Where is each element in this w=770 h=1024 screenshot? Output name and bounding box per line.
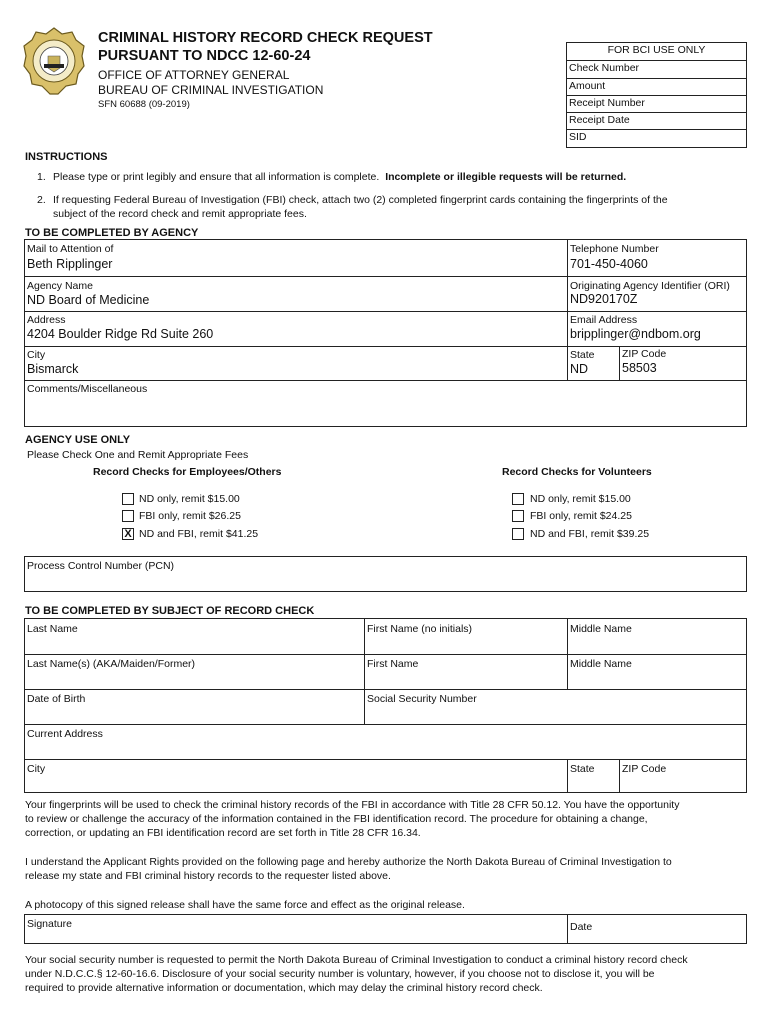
ssn-field[interactable]: Social Security Number bbox=[367, 693, 477, 705]
fingerprint-statement-line2: to review or challenge the accuracy of the information contained in the FBI identification record. The procedure for obtaining a change, bbox=[25, 813, 648, 825]
last-name-field[interactable]: Last Name bbox=[27, 623, 78, 635]
subject-city-field[interactable]: City bbox=[27, 763, 46, 775]
employee-fbi-only-checkbox[interactable] bbox=[122, 510, 134, 522]
subject-state-field[interactable]: State bbox=[570, 763, 595, 775]
employee-nd-fbi-label: ND and FBI, remit $41.25 bbox=[139, 528, 259, 540]
bci-receipt-date[interactable]: Receipt Date bbox=[569, 114, 630, 126]
photocopy-statement: A photocopy of this signed release shall have the same force and effect as the original release. bbox=[25, 899, 465, 911]
form-title-line1: CRIMINAL HISTORY RECORD CHECK REQUEST bbox=[98, 30, 433, 46]
bci-use-only-box bbox=[566, 42, 747, 148]
email-field[interactable]: bripplinger@ndbom.org bbox=[570, 327, 701, 341]
city-field[interactable]: Bismarck bbox=[27, 362, 79, 376]
address-field[interactable]: 4204 Boulder Ridge Rd Suite 260 bbox=[27, 327, 214, 341]
agency-name-label: Agency Name bbox=[27, 280, 93, 292]
instruction-1-text bbox=[53, 171, 626, 183]
agency-table bbox=[24, 239, 747, 427]
signature-field[interactable]: Signature bbox=[27, 918, 72, 930]
instruction-1-plain: Please type or print legibly and ensure that all information is complete. bbox=[53, 171, 380, 183]
agency-section-heading: TO BE COMPLETED BY AGENCY bbox=[25, 227, 199, 239]
volunteer-fbi-only-label: FBI only, remit $24.25 bbox=[530, 510, 632, 522]
pcn-label: Process Control Number (PCN) bbox=[27, 560, 175, 572]
bci-check-number[interactable]: Check Number bbox=[569, 62, 640, 74]
city-label: City bbox=[27, 349, 46, 361]
fingerprint-statement bbox=[25, 798, 679, 840]
subject-zip-field[interactable]: ZIP Code bbox=[622, 763, 667, 775]
ssn-disclosure-line3: required to provide alternative information or documentation, which may delay the criminal history record check. bbox=[25, 982, 543, 994]
bci-sid[interactable]: SID bbox=[569, 131, 587, 143]
pcn-field[interactable] bbox=[24, 556, 747, 592]
middle-name-field[interactable]: Middle Name bbox=[570, 623, 632, 635]
subject-section-heading: TO BE COMPLETED BY SUBJECT OF RECORD CHECK bbox=[25, 605, 315, 617]
date-of-birth-field[interactable]: Date of Birth bbox=[27, 693, 86, 705]
office-name: OFFICE OF ATTORNEY GENERAL bbox=[98, 68, 290, 82]
instruction-1-bold: Incomplete or illegible requests will be returned. bbox=[385, 171, 627, 183]
address-label: Address bbox=[27, 314, 66, 326]
instruction-1-number: 1. bbox=[37, 171, 46, 183]
instruction-2-line2: subject of the record check and remit appropriate fees. bbox=[53, 208, 307, 220]
instruction-2-number: 2. bbox=[37, 194, 46, 206]
authorization-statement-line2: release my state and FBI criminal history records to the requester listed above. bbox=[25, 870, 391, 882]
employee-nd-fbi-checkbox[interactable]: X bbox=[122, 528, 134, 540]
instructions-heading: INSTRUCTIONS bbox=[25, 151, 108, 163]
employee-nd-only-label: ND only, remit $15.00 bbox=[139, 493, 240, 505]
ssn-disclosure-statement bbox=[25, 953, 688, 995]
mail-attention-label: Mail to Attention of bbox=[27, 243, 114, 255]
bureau-name: BUREAU OF CRIMINAL INVESTIGATION bbox=[98, 83, 324, 97]
first-name-field[interactable]: First Name (no initials) bbox=[367, 623, 473, 635]
instruction-2-line1: If requesting Federal Bureau of Investigation (FBI) check, attach two (2) completed fingerprint cards containing the fingerprints of the bbox=[53, 194, 668, 206]
fingerprint-statement-line1: Your fingerprints will be used to check the criminal history records of the FBI in accordance with Title 28 CFR 50.12. You have the opportunity bbox=[25, 799, 680, 811]
volunteer-nd-only-checkbox[interactable] bbox=[512, 493, 524, 505]
employee-fbi-only-label: FBI only, remit $26.25 bbox=[139, 510, 241, 522]
ssn-disclosure-line1: Your social security number is requested to permit the North Dakota Bureau of Criminal Investigation to conduct a criminal history record check bbox=[25, 954, 688, 966]
fingerprint-statement-line3: correction, or updating an FBI identification record are set forth in Title 28 CFR 16.34. bbox=[25, 827, 421, 839]
bci-amount[interactable]: Amount bbox=[569, 80, 606, 92]
ori-label: Originating Agency Identifier (ORI) bbox=[570, 280, 730, 292]
ssn-disclosure-line2: under N.D.C.C.§ 12-60-16.6. Disclosure of your social security number is voluntary, however, if you choose not to disclose it, you will be bbox=[25, 968, 655, 980]
volunteers-heading: Record Checks for Volunteers bbox=[502, 466, 652, 478]
bci-seal-logo bbox=[22, 26, 86, 96]
aka-middle-name-field[interactable]: Middle Name bbox=[570, 658, 632, 670]
comments-label: Comments/Miscellaneous bbox=[27, 383, 148, 395]
form-number: SFN 60688 (09-2019) bbox=[98, 99, 190, 110]
form-title-line2: PURSUANT TO NDCC 12-60-24 bbox=[98, 48, 311, 64]
volunteer-nd-only-label: ND only, remit $15.00 bbox=[530, 493, 631, 505]
bci-receipt-number[interactable]: Receipt Number bbox=[569, 97, 645, 109]
bci-box-title: FOR BCI USE ONLY bbox=[607, 44, 706, 56]
zip-label: ZIP Code bbox=[622, 348, 667, 360]
aka-first-name-field[interactable]: First Name bbox=[367, 658, 419, 670]
comments-field[interactable] bbox=[25, 396, 746, 426]
telephone-field[interactable]: 701-450-4060 bbox=[570, 257, 648, 271]
authorization-statement bbox=[25, 855, 672, 883]
zip-field[interactable]: 58503 bbox=[622, 361, 657, 375]
state-field[interactable]: ND bbox=[570, 362, 589, 376]
signature-row bbox=[24, 914, 747, 944]
agency-use-subheading: Please Check One and Remit Appropriate Fees bbox=[27, 449, 249, 461]
ori-field[interactable]: ND920170Z bbox=[570, 292, 638, 306]
aka-last-name-field[interactable]: Last Name(s) (AKA/Maiden/Former) bbox=[27, 658, 196, 670]
volunteer-nd-fbi-checkbox[interactable] bbox=[512, 528, 524, 540]
current-address-field[interactable]: Current Address bbox=[27, 728, 103, 740]
volunteer-nd-fbi-label: ND and FBI, remit $39.25 bbox=[530, 528, 650, 540]
state-label: State bbox=[570, 349, 595, 361]
employees-heading: Record Checks for Employees/Others bbox=[93, 466, 282, 478]
email-label: Email Address bbox=[570, 314, 638, 326]
volunteer-fbi-only-checkbox[interactable] bbox=[512, 510, 524, 522]
date-field[interactable]: Date bbox=[570, 921, 593, 933]
mail-attention-field[interactable]: Beth Ripplinger bbox=[27, 257, 113, 271]
employee-nd-only-checkbox[interactable] bbox=[122, 493, 134, 505]
telephone-label: Telephone Number bbox=[570, 243, 659, 255]
agency-use-heading: AGENCY USE ONLY bbox=[25, 434, 131, 446]
agency-name-field[interactable]: ND Board of Medicine bbox=[27, 293, 150, 307]
subject-table bbox=[24, 618, 747, 793]
authorization-statement-line1: I understand the Applicant Rights provided on the following page and hereby authorize the North Dakota Bureau of Criminal Investigation to bbox=[25, 856, 672, 868]
